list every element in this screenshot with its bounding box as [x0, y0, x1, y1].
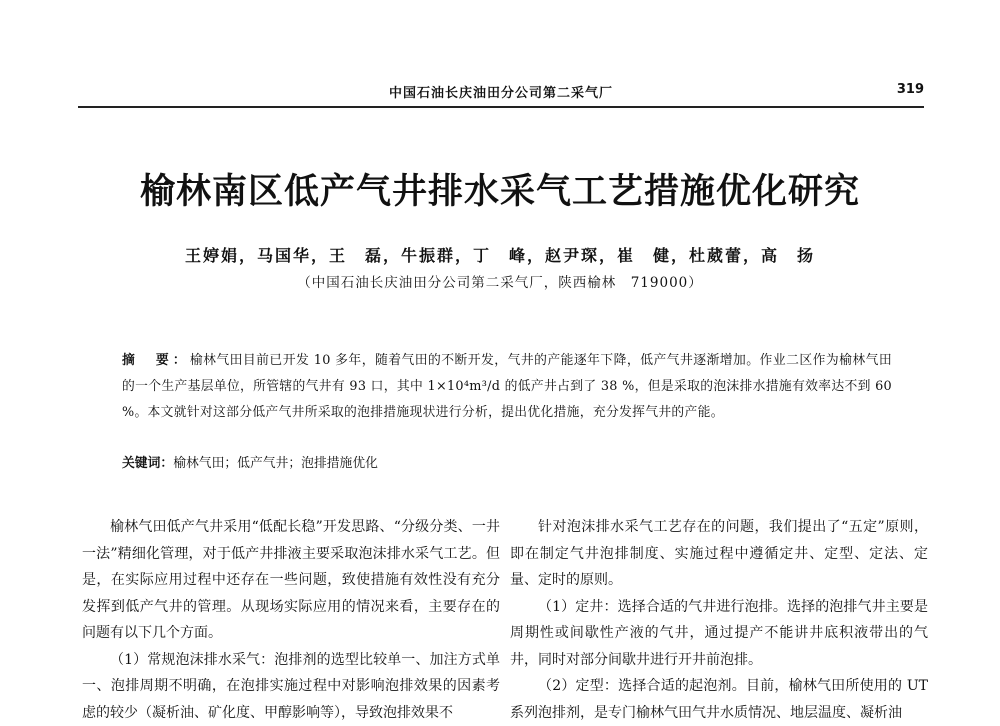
- body-paragraph: （2）定型：选择合适的起泡剂。目前，榆林气田所使用的 UT 系列泡排剂，是专门榆林气田气井水质情况、地层温度、凝析油: [510, 673, 928, 726]
- paper-title: 榆林南区低产气井排水采气工艺措施优化研究: [0, 164, 1000, 214]
- body-column-left: [82, 514, 500, 726]
- abstract-label: 摘 要：: [122, 353, 190, 368]
- body-paragraph: （1）常规泡沫排水采气：泡排剂的选型比较单一、加注方式单一、泡排周期不明确，在泡排实施过程中对影响泡排效果的因素考虑的较少（凝析油、矿化度、甲醇影响等），导致泡排效果不: [82, 647, 500, 726]
- keywords: [122, 455, 892, 473]
- page-number: 319: [897, 82, 924, 97]
- body-column-right: [510, 514, 928, 726]
- running-header: [78, 82, 924, 106]
- body-paragraph: 针对泡沫排水采气工艺存在的问题，我们提出了“五定”原则，即在制定气井泡排制度、实施过程中遵循定井、定型、定法、定量、定时的原则。: [510, 514, 928, 594]
- keywords-text: 榆林气田；低产气井；泡排措施优化: [173, 456, 378, 471]
- abstract: [122, 348, 892, 426]
- author-list: 王婷娟，马国华，王 磊，牛振群，丁 峰，赵尹琛，崔 健，杜葳蕾，高 扬: [0, 243, 1000, 266]
- journal-unit: 中国石油长庆油田分公司第二采气厂: [78, 82, 924, 101]
- header-divider: [78, 106, 924, 108]
- keywords-label: 关键词：: [122, 456, 173, 471]
- abstract-text: 榆林气田目前已开发 10 多年，随着气田的不断开发，气井的产能逐年下降，低产气井逐渐增加。作业二区作为榆林气田的一个生产基层单位，所管辖的气井有 93 口，其中 1×10⁴m³/d 的低产井占到了 38 %，但是采取的泡沫排水措施有效率达不到 60 %。本文就针对这部分低产气井所采取的泡排措施现状进行分析，提出优化措施，充分发挥气井的产能。: [122, 353, 892, 420]
- body-paragraph: 榆林气田低产气井采用“低配长稳”开发思路、“分级分类、一井一法”精细化管理，对于低产井排液主要采取泡沫排水采气工艺。但是，在实际应用过程中还存在一些问题，致使措施有效性没有充分发挥到低产气井的管理。从现场实际应用的情况来看，主要存在的问题有以下几个方面。: [82, 514, 500, 647]
- body-paragraph: （1）定井：选择合适的气井进行泡排。选择的泡排气井主要是周期性或间歇性产液的气井，通过提产不能讲井底积液带出的气井，同时对部分间歇井进行开井前泡排。: [510, 594, 928, 674]
- affiliation: （中国石油长庆油田分公司第二采气厂，陕西榆林 719000）: [0, 271, 1000, 291]
